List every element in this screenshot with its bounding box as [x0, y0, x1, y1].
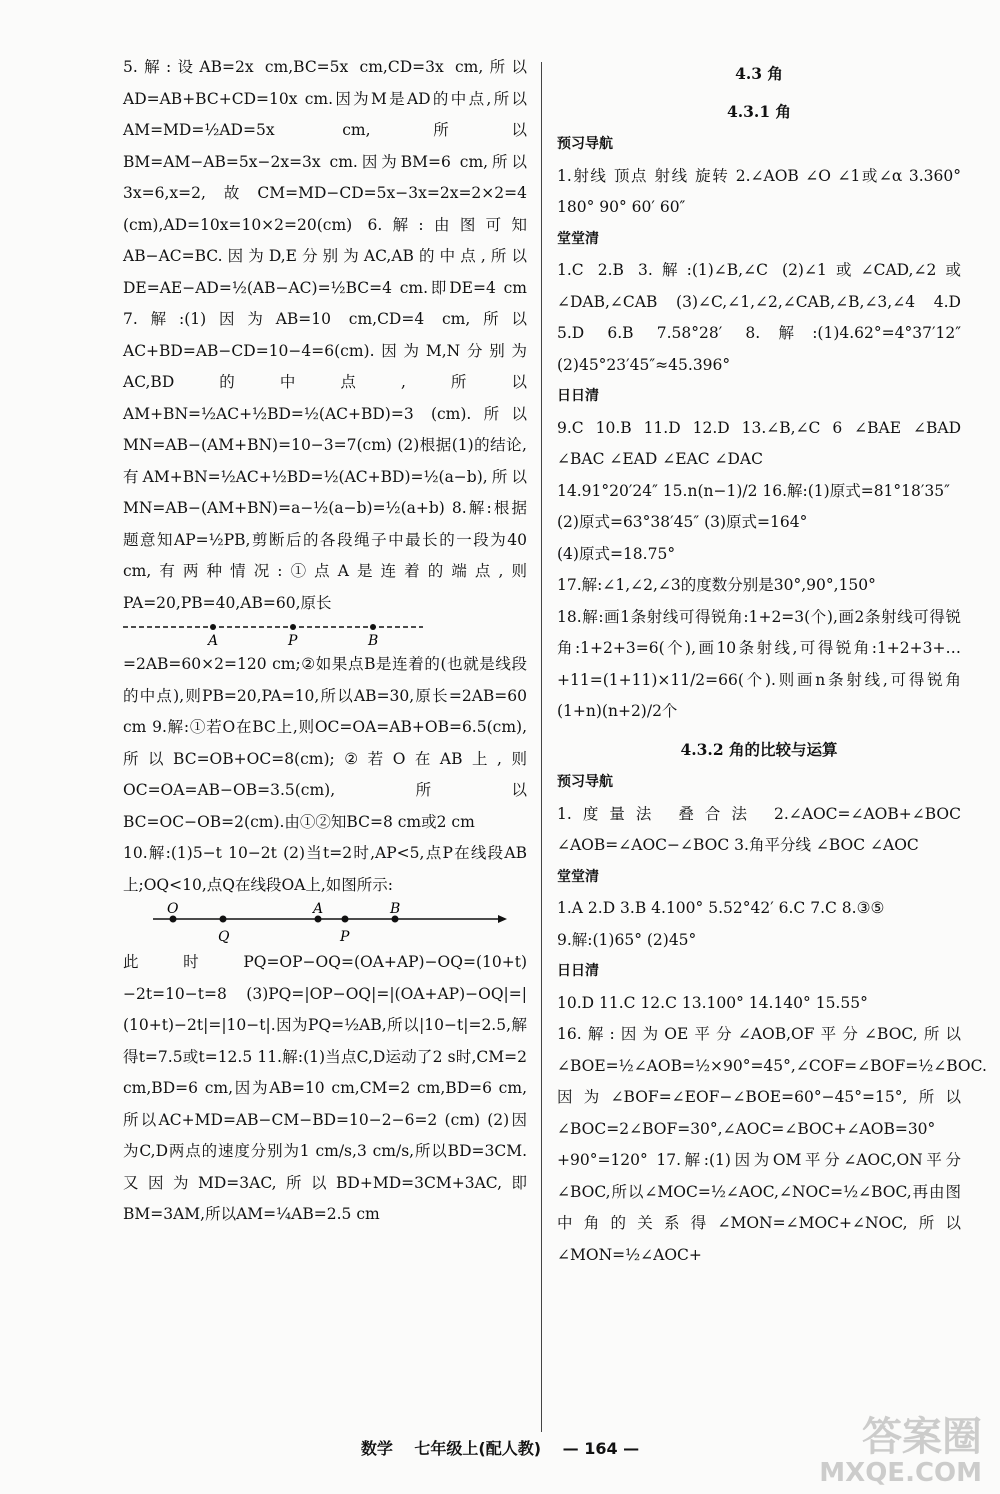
- watermark: [819, 1416, 982, 1488]
- number-line-figure: [123, 901, 527, 947]
- point-b-label: B: [368, 633, 379, 649]
- right-column: [557, 52, 987, 1271]
- daily-answers-18: 18.解:画1条射线可得锐角:1+2=3(个),画2条射线可得锐角:1+2+3=6(个),画10条射线,可得锐角:1+2+3+…+11=(1+11)×11/2=66(个).则画n条射线,可得锐角(1+n)(n+2)/2个: [557, 607, 961, 720]
- section-label: 日日清: [557, 388, 599, 404]
- section-label: 日日清: [557, 963, 599, 979]
- column-divider: [541, 62, 542, 1432]
- subsection-heading: 4.3.2 角的比较与运算: [680, 739, 838, 759]
- answer-10: 10.解:(1)5−t 10−2t (2)当t=2时,AP<5,点P在线段AB上;OQ<10,点Q在线段OA上,如图所示:: [123, 844, 527, 894]
- subsection-heading: 4.3.1 角: [726, 101, 792, 121]
- footer-grade: 七年级上(配人教): [414, 1439, 542, 1458]
- answer-8-9: =2AB=60×2=120 cm;②如果点B是连着的(也就是线段的中点),则PB=20,PA=10,所以AB=30,原长=2AB=60 cm 9.解:①若O在BC上,则OC=OA=AB+OB=6.5(cm),所以BC=OB+OC=8(cm);②若O在AB上,则OC=OA=AB−OB=3.5(cm),所以BC=OC−OB=2(cm).由①②知BC=8 cm或2 cm: [123, 655, 527, 831]
- section-label: 预习导航: [557, 136, 613, 152]
- daily-answers-16-2: (2)原式=63°38′45″ (3)原式=164°: [557, 513, 808, 531]
- watermark-title: 答案圈: [862, 1414, 982, 1460]
- answer-10-11: 此时PQ=OP−OQ=(OA+AP)−OQ=(10+t)−2t=10−t=8 (3)PQ=|OP−OQ|=|(OA+AP)−OQ|=|(10+t)−2t|=|10−t|.因为PQ=½AB,所以|10−t|=2.5,解得t=7.5或t=12.5 11.解:(1)当点C,D运动了2 s时,CM=2 cm,BD=6 cm,因为AB=10 cm,CM=2 cm,BD=6 cm,所以AC+MD=AB−CM−BD=10−2−6=2 (cm) (2)因为C,D两点的速度分别为1 cm/s,3 cm/s,所以BD=3CM.又因为MD=3AC,所以BD+MD=3CM+3AC,即BM=3AM,所以AM=¼AB=2.5 cm: [123, 953, 527, 1223]
- section-label: 堂堂清: [557, 868, 599, 885]
- point-o-label: O: [167, 901, 179, 917]
- daily-answers-2: 10.D 11.C 12.C 13.100° 14.140° 15.55°: [557, 993, 868, 1012]
- daily-answers-16-4: (4)原式=18.75°: [557, 544, 676, 563]
- figure-line-apb: [123, 619, 527, 649]
- section-heading: 4.3 角: [735, 64, 783, 83]
- page-number: — 164 —: [562, 1439, 640, 1458]
- class-answers-2-9: 9.解:(1)65° (2)45°: [557, 930, 697, 949]
- point-p-label: P: [288, 633, 298, 649]
- point-a-label: A: [313, 901, 324, 917]
- left-column: [123, 52, 527, 1231]
- class-answers-2: 1.A 2.D 3.B 4.100° 5.52°42′ 6.C 7.C 8.③⑤: [557, 899, 885, 917]
- daily-answers: 9.C 10.B 11.D 12.D 13.∠B,∠C 6 ∠BAE ∠BAD ∠BAC ∠EAD ∠EAC ∠DAC: [557, 418, 961, 468]
- daily-answers-14-16: 14.91°20′24″ 15.n(n−1)/2 16.解:(1)原式=81°18′35″: [557, 481, 950, 500]
- daily-answers-17: 17.解:∠1,∠2,∠3的度数分别是30°,90°,150°: [557, 576, 876, 594]
- daily-answers-2-16-17: 16.解:因为OE平分∠AOB,OF平分∠BOC,所以∠BOE=½∠AOB=½×90°=45°,∠COF=∠BOF=½∠BOC.因为∠BOF=∠EOF−∠BOE=60°−45°=15°,所以∠BOC=2∠BOF=30°,∠AOC=∠BOC+∠AOB=30°+90°=120° 17.解:(1)因为OM平分∠AOC,ON平分∠BOC,所以∠MOC=½∠AOC,∠NOC=½∠BOC,再由图中角的关系得∠MON=∠MOC+∠NOC,所以∠MON=½∠AOC+: [557, 1025, 987, 1264]
- point-b-label: B: [390, 901, 401, 917]
- preview-answers-2: 1.度量法 叠合法 2.∠AOC=∠AOB+∠BOC ∠AOB=∠AOC−∠BOC 3.角平分线 ∠BOC ∠AOC: [557, 804, 961, 854]
- footer-subject: 数学: [360, 1439, 393, 1458]
- section-label: 预习导航: [557, 774, 613, 790]
- point-p-label: P: [340, 929, 350, 945]
- answer-5-8: 5.解:设AB=2x cm,BC=5x cm,CD=3x cm,所以AD=AB+BC+CD=10x cm.因为M是AD的中点,所以AM=MD=½AD=5x cm,所以BM=AM−AB=5x−2x=3x cm.因为BM=6 cm,所以3x=6,x=2,故CM=MD−CD=5x−3x=2x=2×2=4 (cm),AD=10x=10×2=20(cm) 6.解:由图可知AB−AC=BC.因为D,E分别为AC,AB的中点,所以DE=AE−AD=½(AB−AC)=½BC=4 cm.即DE=4 cm 7.解:(1)因为AB=10 cm,CD=4 cm,所以AC+BD=AB−CD=10−4=6(cm).因为M,N分别为AC,BD的中点,所以AM+BN=½AC+½BD=½(AC+BD)=3 (cm).所以MN=AB−(AM+BN)=10−3=7(cm) (2)根据(1)的结论,有AM+BN=½AC+½BD=½(AC+BD)=½(a−b),所以MN=AB−(AM+BN)=a−½(a−b)=½(a+b) 8.解:根据题意知AP=½PB,剪断后的各段绳子中最长的一段为40 cm,有两种情况:①点A是连着的端点,则PA=20,PB=40,AB=60,原长: [123, 58, 527, 612]
- preview-answers: 1.射线 顶点 射线 旋转 2.∠AOB ∠O ∠1或∠α 3.360° 180° 90° 60′ 60″: [557, 166, 961, 216]
- watermark-url: MXQE.COM: [819, 1458, 982, 1488]
- line-segment-figure: [123, 619, 423, 649]
- section-label: 堂堂清: [557, 230, 599, 247]
- point-q-label: Q: [218, 929, 230, 945]
- point-a-label: A: [208, 633, 219, 649]
- class-answers: 1.C 2.B 3.解:(1)∠B,∠C (2)∠1或∠CAD,∠2或∠DAB,∠CAB (3)∠C,∠1,∠2,∠CAB,∠B,∠3,∠4 4.D 5.D 6.B 7.58°28′ 8.解:(1)4.62°=4°37′12″ (2)45°23′45″≈45.396°: [557, 261, 961, 374]
- arrow-right-icon: [498, 915, 507, 923]
